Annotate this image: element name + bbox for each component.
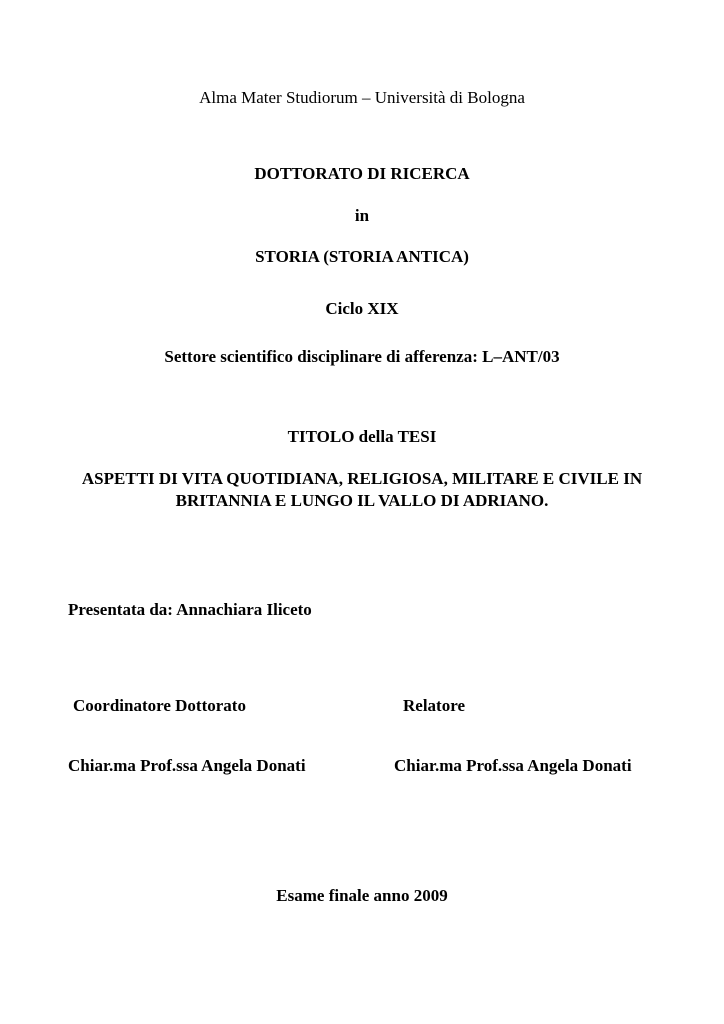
thesis-title-line-1: ASPETTI DI VITA QUOTIDIANA, RELIGIOSA, MILITARE E CIVILE IN: [81, 469, 643, 488]
scientific-sector: Settore scientifico disciplinare di afferenza: L–ANT/03: [164, 347, 560, 366]
university-name: Alma Mater Studiorum – Università di Bologna: [199, 88, 525, 107]
final-exam-year: Esame finale anno 2009: [276, 886, 448, 905]
advisor-label: Relatore: [403, 696, 465, 715]
advisor-name: Chiar.ma Prof.ssa Angela Donati: [394, 756, 632, 775]
coordinator-name: Chiar.ma Prof.ssa Angela Donati: [68, 756, 306, 775]
cycle: Ciclo XIX: [325, 299, 399, 318]
degree-in: in: [354, 206, 370, 225]
thesis-title-label: TITOLO della TESI: [287, 427, 437, 446]
degree-heading: DOTTORATO DI RICERCA: [254, 164, 470, 183]
coordinator-label: Coordinatore Dottorato: [73, 696, 246, 715]
field-of-study: STORIA (STORIA ANTICA): [255, 247, 469, 266]
thesis-title-line-2: BRITANNIA E LUNGO IL VALLO DI ADRIANO.: [175, 491, 549, 510]
thesis-title: [40, 468, 684, 512]
presented-by: Presentata da: Annachiara Iliceto: [68, 600, 312, 619]
